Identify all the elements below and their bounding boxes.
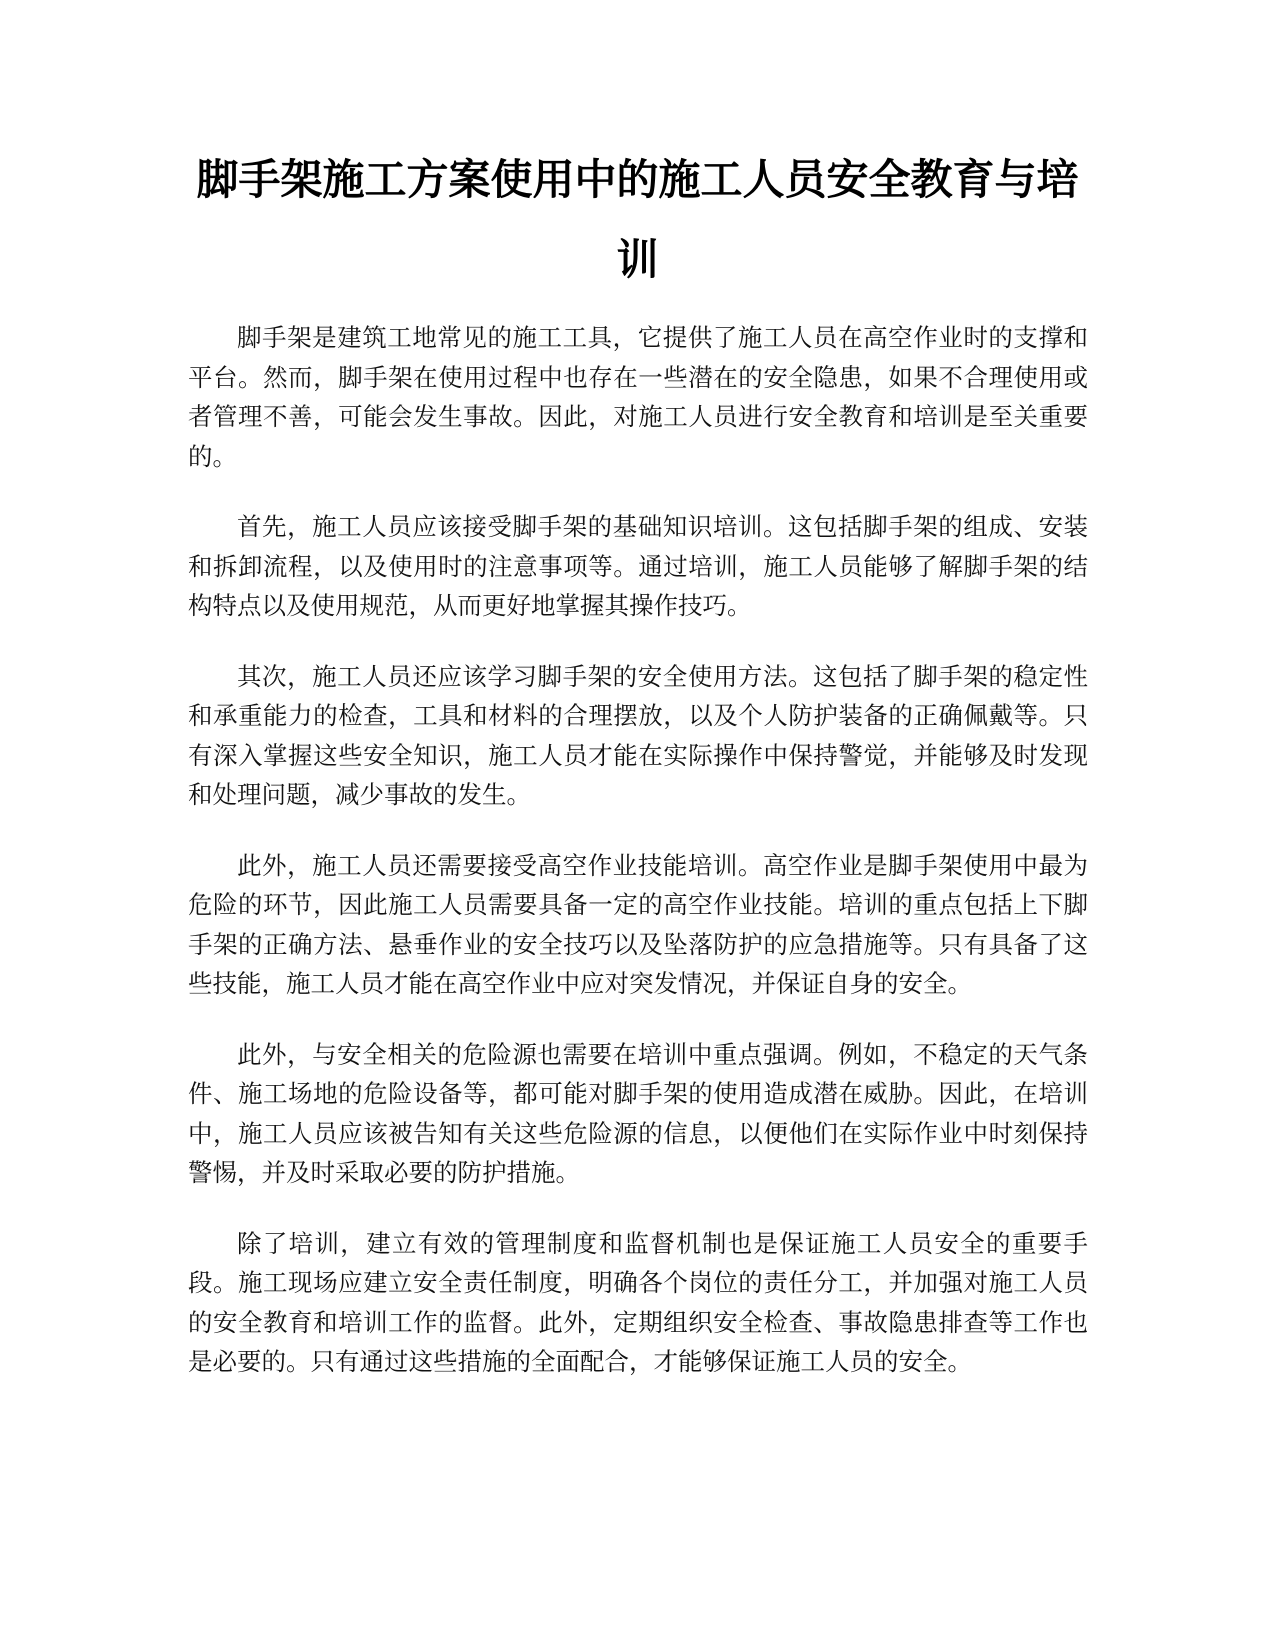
paragraph-2: 首先，施工人员应该接受脚手架的基础知识培训。这包括脚手架的组成、安装和拆卸流程，以及使用时的注意事项等。通过培训，施工人员能够了解脚手架的结构特点以及使用规范，从而更好地掌握其操作技巧。 bbox=[188, 512, 1088, 620]
paragraph-6: 除了培训，建立有效的管理制度和监督机制也是保证施工人员安全的重要手段。施工现场应建立安全责任制度，明确各个岗位的责任分工，并加强对施工人员的安全教育和培训工作的监督。此外，定期组织安全检查、事故隐患排查等工作也是必要的。只有通过这些措施的全面配合，才能够保证施工人员的安全。 bbox=[188, 1228, 1088, 1376]
paragraph-5: 此外，与安全相关的危险源也需要在培训中重点强调。例如，不稳定的天气条件、施工场地的危险设备等，都可能对脚手架的使用造成潜在威胁。因此，在培训中，施工人员应该被告知有关这些危险源的信息，以便他们在实际作业中时刻保持警惕，并及时采取必要的防护措施。 bbox=[188, 1039, 1088, 1187]
paragraph-1: 脚手架是建筑工地常见的施工工具，它提供了施工人员在高空作业时的支撑和平台。然而，脚手架在使用过程中也存在一些潜在的安全隐患，如果不合理使用或者管理不善，可能会发生事故。因此，对施工人员进行安全教育和培训是至关重要的。 bbox=[188, 323, 1088, 471]
paragraph-4: 此外，施工人员还需要接受高空作业技能培训。高空作业是脚手架使用中最为危险的环节，因此施工人员需要具备一定的高空作业技能。培训的重点包括上下脚手架的正确方法、悬垂作业的安全技巧以及坠落防护的应急措施等。只有具备了这些技能，施工人员才能在高空作业中应对突发情况，并保证自身的安全。 bbox=[188, 850, 1088, 998]
paragraph-3: 其次，施工人员还应该学习脚手架的安全使用方法。这包括了脚手架的稳定性和承重能力的检查，工具和材料的合理摆放，以及个人防护装备的正确佩戴等。只有深入掌握这些安全知识，施工人员才能在实际操作中保持警觉，并能够及时发现和处理问题，减少事故的发生。 bbox=[188, 661, 1088, 809]
document-body bbox=[188, 318, 1088, 1413]
document-title: 脚手架施工方案使用中的施工人员安全教育与培训 bbox=[196, 155, 1079, 284]
